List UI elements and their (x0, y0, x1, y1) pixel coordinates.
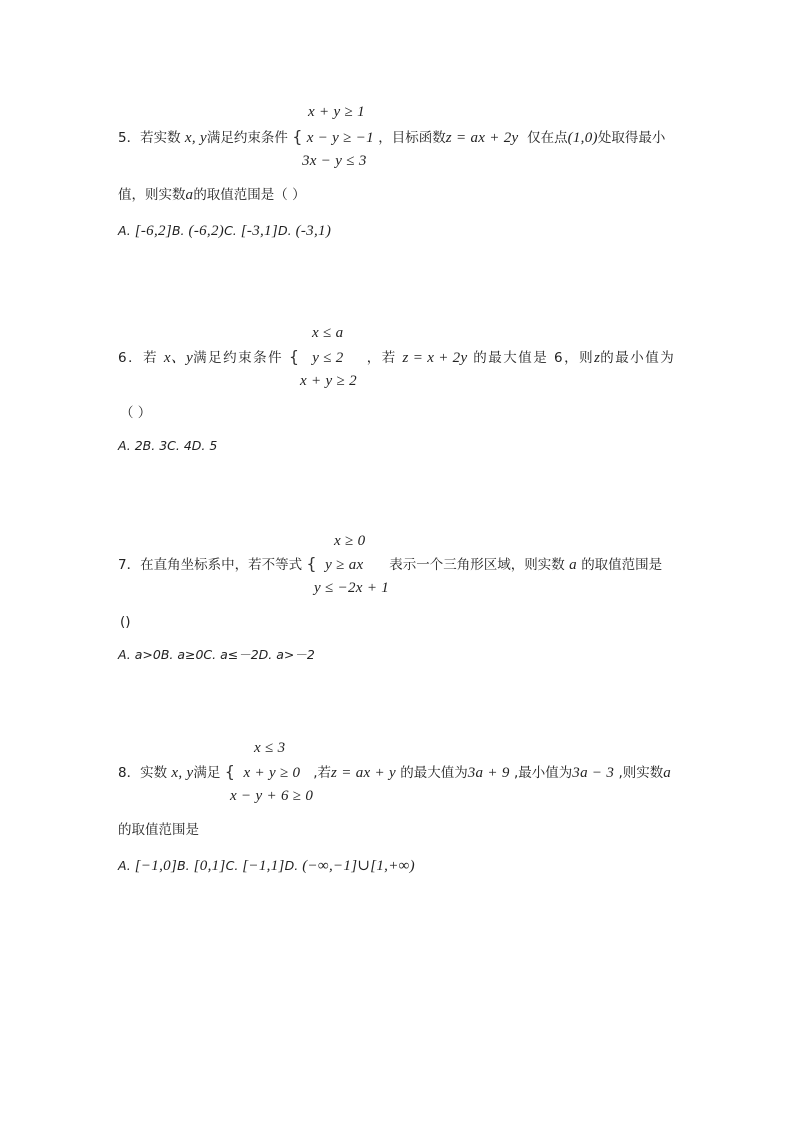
q8-objective: z = ax + y (331, 765, 396, 781)
q6-stem-a: 若 (143, 350, 159, 366)
q5-stem-b: 满足约束条件 (206, 130, 288, 146)
q7-number: 7． (118, 557, 141, 573)
q6-stem-c: ，若 (366, 350, 397, 366)
q6-stem-d: 的最大值是 6，则 (473, 350, 595, 366)
q6-paren: （ ） (120, 405, 152, 421)
q8-var-a: a (663, 765, 672, 781)
q5-vars: x, y (184, 130, 207, 146)
q5-stem-line (118, 128, 665, 147)
q5-option-b: (-6,2) (188, 223, 225, 239)
q8-stem-continued: 的取值范围是 (118, 822, 199, 838)
q7-stem-a: 在直角坐标系中，若不等式 (140, 557, 303, 573)
q6-vars: x、y (163, 350, 194, 366)
q5-options (118, 222, 331, 240)
q8-option-d-letter: D. (284, 858, 299, 873)
q8-option-c: [−1,1] (242, 858, 285, 874)
q8-option-a: [−1,0] (134, 858, 178, 874)
q7-constraint-3: y ≤ −2x + 1 (314, 580, 390, 596)
q8-constraint-1: x ≤ 3 (254, 740, 286, 756)
q7-var-a: a (569, 557, 577, 573)
q5-brace: { (292, 127, 303, 146)
q5-stem-e: 处取得最小 (597, 130, 666, 146)
q8-brace: { (224, 762, 235, 781)
q7-stem-line (118, 555, 662, 574)
q5-option-c: [-3,1] (240, 223, 278, 239)
q6-number: 6． (118, 350, 144, 366)
q5-stem-continued (118, 186, 306, 204)
q7-options: A. a>0B. a≥0C. a≤－2D. a>－2 (118, 647, 315, 662)
q5-option-d-letter: D. (278, 223, 292, 238)
q5-stem-end: 的取值范围是（ ） (193, 187, 306, 203)
q6-constraint-3: x + y ≥ 2 (300, 373, 357, 389)
q8-options (118, 857, 415, 875)
q6-stem-e: 的最小值为 (600, 350, 676, 366)
q5-point: (1,0) (567, 130, 598, 146)
q7-stem-c: 的取值范围是 (581, 557, 663, 573)
q8-stem-b: 满足 (193, 765, 221, 781)
q7-paren: () (120, 614, 131, 630)
q6-var-z: z (594, 350, 601, 366)
q5-number: 5． (118, 130, 141, 146)
q5-option-d: (-3,1) (295, 223, 332, 239)
q7-constraint-1: x ≥ 0 (334, 533, 366, 549)
q5-option-c-letter: C. (224, 223, 237, 238)
q5-stem-d: 仅在点 (527, 130, 568, 146)
q8-constraint-2: x + y ≥ 0 (243, 765, 301, 781)
q5-option-a-letter: A. (118, 223, 131, 238)
q8-option-c-letter: C. (225, 858, 239, 873)
q8-stem-f: ,则实数 (618, 765, 664, 781)
q8-option-d: (−∞,−1]∪[1,+∞) (302, 858, 415, 874)
q6-constraint-2: y ≤ 2 (312, 350, 344, 366)
q8-min-expr: 3a − 3 (572, 765, 615, 781)
q8-stem-c: ,若 (313, 765, 332, 781)
q8-stem-d: 的最大值为 (400, 765, 468, 781)
q6-brace: { (288, 347, 301, 366)
q6-stem-b: 满足约束条件 (193, 350, 284, 366)
q8-stem-line (118, 763, 671, 782)
q5-constraint-1: x + y ≥ 1 (308, 104, 365, 120)
q8-stem-e: ,最小值为 (513, 765, 573, 781)
q5-constraint-2: x − y ≥ −1 (306, 130, 374, 146)
q8-option-a-letter: A. (118, 858, 131, 873)
q7-constraint-2: y ≥ ax (325, 557, 364, 573)
q5-objective: z = ax + 2y (445, 130, 519, 146)
q8-vars: x, y (171, 765, 194, 781)
q5-stem-a: 若实数 (140, 130, 181, 146)
q6-stem-line (118, 348, 675, 367)
q5-option-b-letter: B. (171, 223, 185, 238)
q6-options: A. 2B. 3C. 4D. 5 (118, 438, 218, 453)
q6-constraint-1: x ≤ a (312, 325, 344, 341)
q8-constraint-3: x − y + 6 ≥ 0 (230, 788, 314, 804)
q8-option-b-letter: B. (177, 858, 190, 873)
q8-stem-a: 实数 (140, 765, 168, 781)
q5-var-a: a (185, 187, 194, 203)
q7-brace: { (306, 554, 317, 573)
q7-stem-b: 表示一个三角形区域，则实数 (389, 557, 565, 573)
q5-stem-cont: 值，则实数 (118, 187, 186, 203)
q8-number: 8． (118, 765, 141, 781)
q8-option-b: [0,1] (193, 858, 226, 874)
q5-stem-c: ，目标函数 (378, 130, 446, 146)
q5-option-a: [-6,2] (134, 223, 172, 239)
q8-max-expr: 3a + 9 (467, 765, 510, 781)
q6-objective: z = x + 2y (402, 350, 468, 366)
q5-constraint-3: 3x − y ≤ 3 (302, 153, 367, 169)
